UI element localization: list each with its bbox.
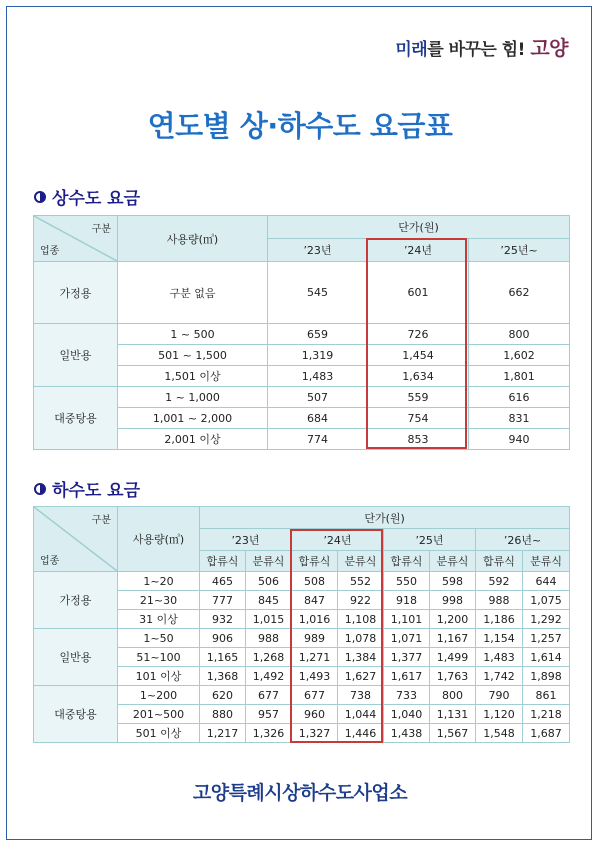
- price-cell: 592: [476, 572, 523, 591]
- price-cell: 662: [469, 262, 570, 324]
- water-diag-top: 구분: [91, 224, 111, 235]
- price-cell: 545: [268, 262, 368, 324]
- price-cell: 677: [292, 686, 338, 705]
- price-cell: 1,292: [523, 610, 570, 629]
- price-cell: 1,186: [476, 610, 523, 629]
- price-cell: 998: [430, 591, 476, 610]
- category-cell: 일반용: [34, 629, 118, 686]
- sewer-usage-header: 사용량(㎥): [118, 507, 200, 572]
- table-row: [34, 262, 570, 324]
- sewer-subtype-header: 합류식: [476, 551, 523, 572]
- price-cell: 1,483: [476, 648, 523, 667]
- water-section-title-text: 상수도 요금: [52, 189, 141, 209]
- price-cell: 1,567: [430, 724, 476, 743]
- price-cell: 1,131: [430, 705, 476, 724]
- price-cell: 1,614: [523, 648, 570, 667]
- sewer-section-title: [34, 476, 140, 501]
- price-cell: 1,627: [338, 667, 384, 686]
- price-cell: 1,120: [476, 705, 523, 724]
- price-cell: 989: [292, 629, 338, 648]
- sewer-subtype-header: 분류식: [338, 551, 384, 572]
- price-cell: 1,446: [338, 724, 384, 743]
- sewer-subtype-header: 분류식: [523, 551, 570, 572]
- price-cell: 550: [384, 572, 430, 591]
- table-row: [34, 572, 570, 591]
- slogan: [395, 32, 568, 61]
- price-cell: 644: [523, 572, 570, 591]
- category-cell: 대중탕용: [34, 686, 118, 743]
- sewer-rate-table: [33, 506, 570, 743]
- price-cell: 620: [200, 686, 246, 705]
- price-cell: 1,763: [430, 667, 476, 686]
- price-cell: 726: [368, 324, 469, 345]
- price-cell: 465: [200, 572, 246, 591]
- usage-cell: 1 ~ 1,000: [118, 387, 268, 408]
- price-cell: 847: [292, 591, 338, 610]
- price-cell: 1,634: [368, 366, 469, 387]
- price-cell: 1,327: [292, 724, 338, 743]
- usage-cell: 1~50: [118, 629, 200, 648]
- price-cell: 918: [384, 591, 430, 610]
- slogan-part3: 고양: [530, 36, 568, 60]
- price-cell: 1,898: [523, 667, 570, 686]
- price-cell: 1,548: [476, 724, 523, 743]
- usage-cell: 2,001 이상: [118, 429, 268, 450]
- price-cell: 598: [430, 572, 476, 591]
- price-cell: 684: [268, 408, 368, 429]
- slogan-part2: 를 바꾸는 힘!: [427, 40, 525, 60]
- price-cell: 507: [268, 387, 368, 408]
- price-cell: 1,044: [338, 705, 384, 724]
- sewer-subtype-header: 합류식: [292, 551, 338, 572]
- usage-cell: 201~500: [118, 705, 200, 724]
- price-cell: 601: [368, 262, 469, 324]
- usage-cell: 501 ~ 1,500: [118, 345, 268, 366]
- water-year-header: ’24년: [368, 239, 469, 262]
- water-year-header: ’25년~: [469, 239, 570, 262]
- price-cell: 1,326: [246, 724, 292, 743]
- price-cell: 733: [384, 686, 430, 705]
- price-cell: 1,217: [200, 724, 246, 743]
- table-row: [34, 387, 570, 408]
- price-cell: 1,016: [292, 610, 338, 629]
- sewer-subtype-header: 분류식: [246, 551, 292, 572]
- price-cell: 1,218: [523, 705, 570, 724]
- price-cell: 1,078: [338, 629, 384, 648]
- price-cell: 1,165: [200, 648, 246, 667]
- usage-cell: 1~20: [118, 572, 200, 591]
- water-section-title: [34, 184, 140, 209]
- price-cell: 659: [268, 324, 368, 345]
- usage-cell: 21~30: [118, 591, 200, 610]
- price-cell: 957: [246, 705, 292, 724]
- sewer-year-header: ’26년~: [476, 529, 570, 551]
- price-cell: 508: [292, 572, 338, 591]
- usage-cell: 1,001 ~ 2,000: [118, 408, 268, 429]
- price-cell: 1,384: [338, 648, 384, 667]
- price-cell: 853: [368, 429, 469, 450]
- sewer-diag-header: [34, 507, 118, 572]
- sewer-diag-bottom: 업종: [40, 556, 60, 567]
- price-cell: 960: [292, 705, 338, 724]
- usage-cell: 51~100: [118, 648, 200, 667]
- price-cell: 1,040: [384, 705, 430, 724]
- price-cell: 774: [268, 429, 368, 450]
- price-cell: 559: [368, 387, 469, 408]
- price-cell: 1,368: [200, 667, 246, 686]
- category-cell: 대중탕용: [34, 387, 118, 450]
- price-cell: 1,438: [384, 724, 430, 743]
- page-title: 연도별 상·하수도 요금표: [147, 109, 453, 143]
- water-usage-header: 사용량(㎥): [118, 216, 268, 262]
- slogan-part1: 미래: [395, 40, 428, 60]
- price-cell: 988: [246, 629, 292, 648]
- price-cell: 1,071: [384, 629, 430, 648]
- price-cell: 906: [200, 629, 246, 648]
- price-cell: 1,602: [469, 345, 570, 366]
- price-cell: 1,377: [384, 648, 430, 667]
- price-cell: 1,075: [523, 591, 570, 610]
- price-cell: 800: [469, 324, 570, 345]
- sewer-subtype-header: 합류식: [384, 551, 430, 572]
- water-diag-bottom: 업종: [40, 246, 60, 257]
- price-cell: 1,015: [246, 610, 292, 629]
- sewer-subtype-header: 분류식: [430, 551, 476, 572]
- price-cell: 677: [246, 686, 292, 705]
- usage-cell: 1~200: [118, 686, 200, 705]
- usage-cell: 101 이상: [118, 667, 200, 686]
- price-cell: 738: [338, 686, 384, 705]
- price-cell: 1,319: [268, 345, 368, 366]
- price-cell: 1,257: [523, 629, 570, 648]
- price-cell: 790: [476, 686, 523, 705]
- water-rate-table: [33, 215, 570, 450]
- footer-org-name: 고양특례시상하수도사업소: [192, 782, 408, 804]
- half-circle-icon: [34, 191, 46, 203]
- usage-cell: 1,501 이상: [118, 366, 268, 387]
- price-cell: 861: [523, 686, 570, 705]
- price-cell: 988: [476, 591, 523, 610]
- category-cell: 가정용: [34, 572, 118, 629]
- price-cell: 1,154: [476, 629, 523, 648]
- price-cell: 940: [469, 429, 570, 450]
- usage-cell: 31 이상: [118, 610, 200, 629]
- price-cell: 922: [338, 591, 384, 610]
- price-cell: 1,801: [469, 366, 570, 387]
- price-cell: 1,200: [430, 610, 476, 629]
- price-cell: 1,483: [268, 366, 368, 387]
- sewer-subtype-header: 합류식: [200, 551, 246, 572]
- price-cell: 506: [246, 572, 292, 591]
- price-cell: 1,271: [292, 648, 338, 667]
- sewer-year-header: ’24년: [292, 529, 384, 551]
- sewer-year-header: ’25년: [384, 529, 476, 551]
- price-cell: 1,493: [292, 667, 338, 686]
- price-cell: 754: [368, 408, 469, 429]
- half-circle-icon: [34, 483, 46, 495]
- table-row: [34, 686, 570, 705]
- price-cell: 552: [338, 572, 384, 591]
- sewer-year-header: ’23년: [200, 529, 292, 551]
- price-cell: 777: [200, 591, 246, 610]
- price-cell: 932: [200, 610, 246, 629]
- price-cell: 616: [469, 387, 570, 408]
- price-cell: 831: [469, 408, 570, 429]
- price-cell: 1,492: [246, 667, 292, 686]
- price-cell: 1,742: [476, 667, 523, 686]
- category-cell: 일반용: [34, 324, 118, 387]
- water-price-header: 단가(원): [268, 216, 570, 239]
- price-cell: 800: [430, 686, 476, 705]
- table-row: [34, 324, 570, 345]
- price-cell: 1,617: [384, 667, 430, 686]
- sewer-price-header: 단가(원): [200, 507, 570, 529]
- price-cell: 1,167: [430, 629, 476, 648]
- price-cell: 845: [246, 591, 292, 610]
- price-cell: 880: [200, 705, 246, 724]
- water-year-header: ’23년: [268, 239, 368, 262]
- table-row: [34, 629, 570, 648]
- usage-cell: 501 이상: [118, 724, 200, 743]
- price-cell: 1,454: [368, 345, 469, 366]
- water-diag-header: [34, 216, 118, 262]
- category-cell: 가정용: [34, 262, 118, 324]
- usage-cell: 1 ~ 500: [118, 324, 268, 345]
- sewer-diag-top: 구분: [91, 515, 111, 526]
- price-cell: 1,101: [384, 610, 430, 629]
- usage-cell: 구분 없음: [118, 262, 268, 324]
- price-cell: 1,499: [430, 648, 476, 667]
- price-cell: 1,687: [523, 724, 570, 743]
- price-cell: 1,268: [246, 648, 292, 667]
- sewer-section-title-text: 하수도 요금: [52, 481, 141, 501]
- price-cell: 1,108: [338, 610, 384, 629]
